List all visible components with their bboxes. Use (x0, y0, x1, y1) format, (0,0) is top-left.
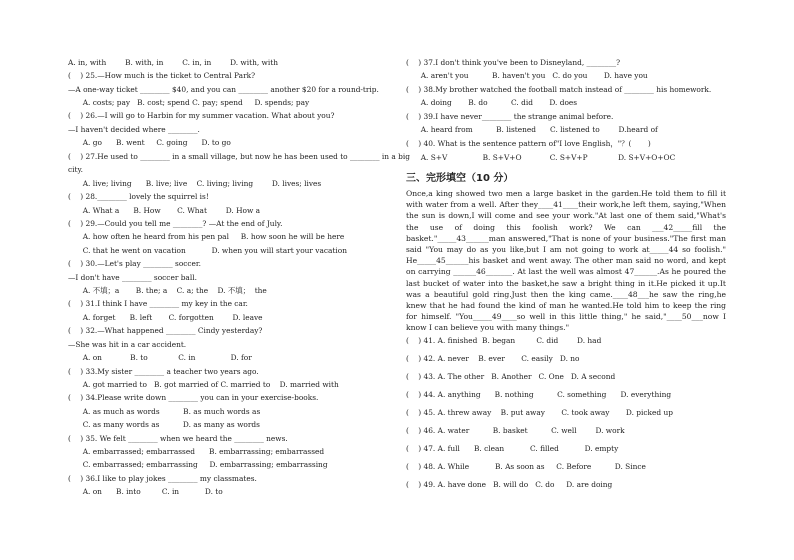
question-line: ( ) 30.—Let's play ________ soccer. (68, 259, 201, 268)
question-line: C. as many words as D. as many as words (78, 420, 260, 429)
question-line: A. S+V B. S+V+O C. S+V+P D. S+V+O+OC (416, 153, 676, 162)
question-line: ( ) 26.—I will go to Harbin for my summer vacation. What about you? (68, 111, 335, 120)
cloze-passage: Once,a king showed two men a large basket in the garden.He told them to fill it with water from a well. After they____41____their work,he left them, saying,"When the sun is down,I will come and see your work."At last one of them said,"What's the use of doing this foolish work? We can ___42_____fill the basket."_____43______man answered,"That is none of your business."The first man said "You may do as you like,but I am not going to work at_____44 so foolish." He_____45______his basket and went away. The other man said no word, and kept on carrying ______46_______. At last the well was almost 47______.As he poured the last bucket of water into the basket,he saw a bright thing in it.He picked it up.It was a beautiful gold ring.Just then the king came.____48___he saw the ring,he knew that he had found the kind of man he wanted.He told him to keep the ring for himself. "You_____49____so well in this little thing," he said,"____50___now I know I can believe you with many things." (406, 189, 726, 333)
question-line: —I haven't decided where ________. (68, 125, 200, 134)
question-line: A. 不填；a B. the; a C. a; the D. 不填； the (78, 286, 267, 295)
question-line: ( ) 34.Please write down ________ you can in your exercise-books. (68, 393, 319, 402)
question-line: ( ) 29.—Could you tell me ________? —At the end of July. (68, 219, 283, 228)
question-line: A. costs; pay B. cost; spend C. pay; spend D. spends; pay (78, 98, 310, 107)
question-line: ( ) 38.My brother watched the football match instead of ________ his homework. (406, 85, 712, 94)
question-line: C. that he went on vacation D. when you will start your vacation (78, 246, 347, 255)
question-line: —I don't have ________ soccer ball. (68, 273, 197, 282)
question-line: A. in, with B. with, in C. in, in D. with, with (68, 58, 278, 67)
cloze-option-line: ( ) 46. A. water B. basket C. well D. work (406, 426, 625, 435)
cloze-option-line: ( ) 42. A. never B. ever C. easily D. no (406, 354, 580, 363)
question-line: —She was hit in a car accident. (68, 340, 187, 349)
question-line: A. how often he heard from his pen pal B. how soon he will be here (78, 232, 345, 241)
question-line: A. live; living B. live; live C. living; living D. lives; lives (78, 179, 322, 188)
question-line: A. heard from B. listened C. listened to D.heard of (416, 125, 658, 134)
cloze-option-line: ( ) 49. A. have done B. will do C. do D. are doing (406, 480, 613, 489)
question-line: ( ) 32.—What happened ________ Cindy yesterday? (68, 326, 263, 335)
question-line: —A one-way ticket ________ $40, and you can ________ another $20 for a round-trip. (68, 85, 379, 94)
question-line: ( ) 36.I like to play jokes ________ my classmates. (68, 474, 257, 483)
cloze-option-line: ( ) 45. A. threw away B. put away C. took away D. picked up (406, 408, 673, 417)
question-line: A. aren't you B. haven't you C. do you D. have you (416, 71, 648, 80)
section-title: 三、完形填空（10 分） (406, 173, 514, 184)
question-line: A. on B. to C. in D. for (78, 353, 252, 362)
question-line: A. go B. went C. going D. to go (78, 138, 231, 147)
question-line: A. got married to B. got married of C. married to D. married with (78, 380, 339, 389)
question-line: A. as much as words B. as much words as (78, 407, 261, 416)
question-line: ( ) 35. We felt ________ when we heard the ________ news. (68, 434, 288, 443)
question-line: ( ) 28.________ lovely the squirrel is! (68, 192, 209, 201)
question-line: ( ) 33.My sister ________ a teacher two years ago. (68, 367, 259, 376)
cloze-option-line: ( ) 44. A. anything B. nothing C. something D. everything (406, 390, 672, 399)
question-line: A. What a B. How C. What D. How a (78, 206, 261, 215)
cloze-option-line: ( ) 47. A. full B. clean C. filled D. empty (406, 444, 619, 453)
cloze-option-line: ( ) 43. A. The other B. Another C. One D. A second (406, 372, 616, 381)
question-line: ( ) 37.I don't think you've been to Disneyland, ________? (406, 58, 621, 67)
question-line: ( ) 25.—How much is the ticket to Central Park? (68, 71, 256, 80)
question-line: ( ) 27.He used to ________ in a small village, but now he has been used to ________ in a big (68, 152, 410, 161)
question-line: ( ) 31.I think I have ________ my key in the car. (68, 299, 248, 308)
question-line: A. forget B. left C. forgotten D. leave (78, 313, 263, 322)
question-line: ( ) 40. What is the sentence pattern of"I love English，"？( ) (406, 139, 651, 148)
question-line: C. embarrassed; embarrassing D. embarrassing; embarrassing (78, 460, 328, 469)
question-line: A. doing B. do C. did D. does (416, 98, 578, 107)
question-line: A. embarrassed; embarrassed B. embarrassing; embarrassed (78, 447, 325, 456)
question-line: A. on B. into C. in D. to (78, 487, 223, 496)
question-line: city. (68, 165, 84, 174)
cloze-option-line: ( ) 41. A. finished B. began C. did D. had (406, 336, 602, 345)
cloze-option-line: ( ) 48. A. While B. As soon as C. Before D. Since (406, 462, 646, 471)
question-line: ( ) 39.I have never________ the strange animal before. (406, 112, 614, 121)
